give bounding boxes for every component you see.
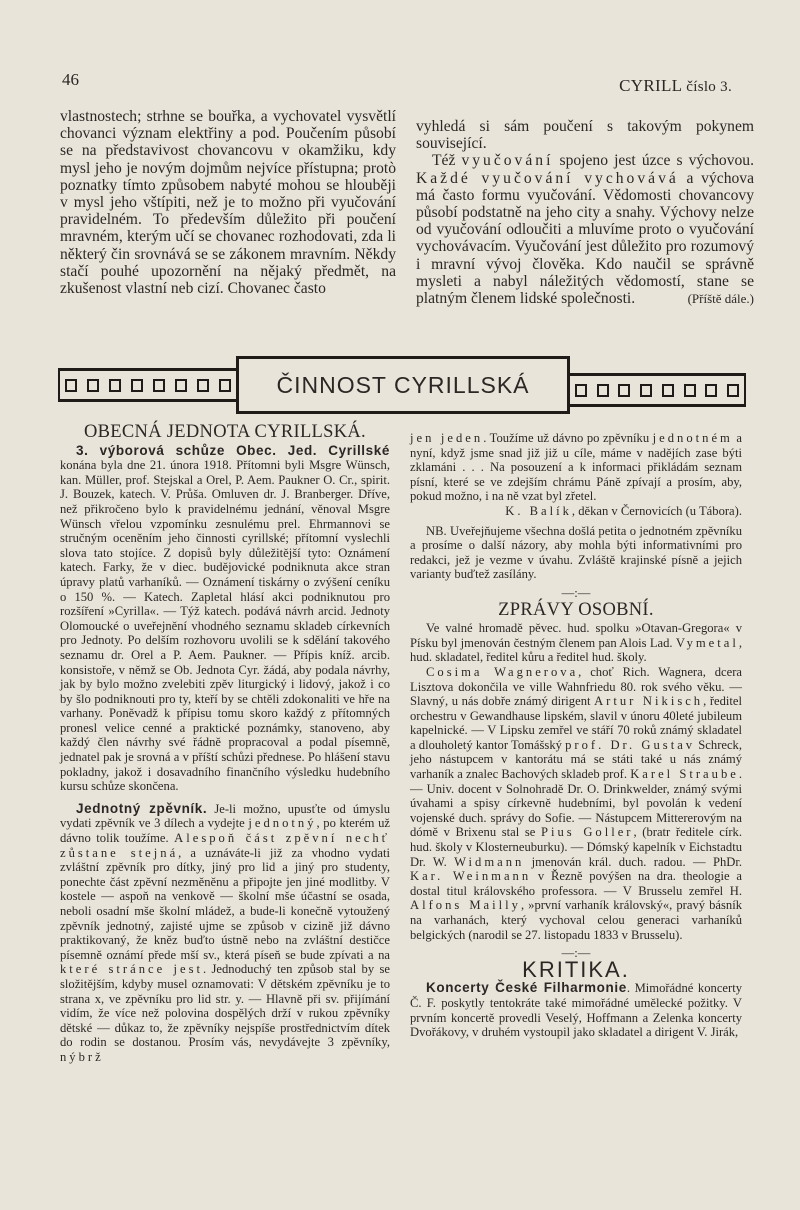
obecna-jednota-heading: OBECNÁ JEDNOTA CYRILLSKÁ. [84,422,366,442]
intro-left-column [60,108,396,297]
ornament-square-icon [705,384,717,397]
right-column [410,431,742,1040]
news-paragraph: Cosima Wagnerova, choť Rich. Wagnera, dcera Lisztova dokončila ve ville Wahnfriedu 80. rok svého věku. — Slavný, u nás dobře známý dirigent Artur Nikisch, ředitel orchestru v Gewandhause lipském, slavil v únoru 40leté jubileum kapelnické. — V Lipsku zemřel ve stáří 70 roků známý skladatel a dlouholetý kantor Tomášský prof. Dr. Gustav Schreck, jeho nástupcem v kantorátu má se státi také u nás známý varhaník a znalec Bachových skladeb prof. Karel Straube. — Univ. docent v Solnohradě Dr. O. Drinkwelder, známý svými úvahami a spisy církevně hudebními, byl povolán k vedení vojenské duch. správy do Sofie. — Nástupcem Mittererovým na dómě v Brixenu stal se Pius Goller, (bratr ředitele círk. hud. školy v Klosterneuburku). — Dómský kapelník v Eichstadtu Dr. W. Widmann jmenován král. duch. radou. — PhDr. Kar. Weinmann v Řezně povýšen na dra. theologie a dostal titul královského professora. — V Brusselu zemřel H. Alfons Mailly, »první varhaník královský«, pravý básník na varhanách, který vychoval celou generaci varhaníků belgických (narodil se 27. listopadu 1833 v Brusselu). [410,664,743,942]
ornament-square-icon [131,379,143,392]
section-divider: —:— [561,946,591,961]
ornament-square-icon [175,379,187,392]
kritika-heading: KRITIKA. [522,956,630,982]
intro-paragraph: vlastnostech; strhne se bouřka, a vychovatel vysvětlí chovanci význam elektřiny a pod. Poučením působí se na představivost chovancovu v okamžiku, kdy mysl jeho je novým dojmům nejvíce přístupna; protò poznatky tímto způsobem nabyté mohou se hlouběji v mysl jeho vštípiti, než je to možno při vyučování pravidelném. To především důležito při poučení mravném, kterým učí se chovanec rozhodovati, zda li některý čin srovnává se se zákonem mravním. Někdy stačí pouhé upozornění na nějaký předmět, na zkušenost vlastní neb cizí. Chovanec často [60,108,396,298]
section-divider: —:— [561,585,591,600]
article-signature: K. Balík, děkan v Černovicích (u Tábora). [505,503,742,518]
ornament-square-icon [109,379,121,392]
editor-note: NB. Uveřejňujeme všechna došlá petita o jednotném zpěvníku a prosíme o další názory, aby mohla býti informativními pro redakci, jež je vezme v úvahu. Zvláště krajinské písně a jejich varianty buďtež zasílány. [410,523,742,582]
ornament-square-icon [597,384,609,397]
running-header [619,76,732,96]
ornament-square-icon [640,384,652,397]
ornament-square-icon [662,384,674,397]
obecna-jednota-column [60,422,391,1065]
issue-number: číslo 3. [686,79,732,95]
ornament-square-icon [219,379,231,392]
page-number: 46 [62,70,79,89]
ornament-square-icon [197,379,209,392]
ornament-square-icon [87,379,99,392]
zpevnik-article-continued: jen jeden. Toužíme už dávno po zpěvníku jednotném a nyní, když jsme snad již již u cíle, máme v nadějích zase býti zklamáni . . . Na posouzení a k informaci přikládám seznam písní, které se ve zdejším chrámu Páně zpívají a prosím, aby, pokud možno, i na ně vzat byl zřetel. [410,431,742,504]
ornament-square-icon [575,384,587,397]
ornament-square-icon [684,384,696,397]
news-paragraph: Ve valné hromadě pěvec. hud. spolku »Otavan-Gregora« v Písku byl jmenován čestným členem pan Alois Lad. Vymetal, hud. skladatel, ředitel kůru a ředitel hud. školy. [410,621,742,665]
ornament-strip-right [568,373,746,407]
meeting-report: 3. výborová schůze Obec. Jed. Cyrillské konána byla dne 21. února 1918. Přítomni byli Msgre Wünsch, kan. Müller, prof. Stejskal a Orel, P. Aem. Paukner O. Cr., spirit. J. Bouzek, katech. V. Průša. Omluven dr. J. Branberger. Dříve, než přikročeno bylo k pravidelnému jednání, věnoval Msgre Wünsch vřelou vzpomínku zesnulému prel. Ehrmannovi se stručným oceněním jeho činnosti cyrillské; přítomní vyslechli slova tato stojíce. Z dopisů byly důležitější tyto: Oznámení katech. Farky, že v diec. budějovické podniknuta akce stran úpravy platů varhaníků. — Oznámení tiskárny o zvýšení ceníku o 150 %. — Katech. Zapletal hlásí akci podniknutou pro rozšíření »Cyrilla«. — Týž katech. podává návrh arcid. Jednoty Olomoucké o uveřejnění vhodného seznamu skladeb církevních pro Jednoty. Po delším rozhovoru uvolili se k sdělání takového seznamu dr. Orel a P. Aem. Paukner. — Přípis kníž. arcib. konsistoře, v němž se Ob. Jednota Cyr. žádá, aby podala návrhy, jak by bylo možno zvelebiti zpěv liturgický i lidový, jakož i co by šlo podniknouti pro ty, kteří by se chtěli zdokonaliti ve hře na varhany. Poněvadž k přípisu tomu skoro každý z přítomných pronesl velice cenné a praktické poznámky, stanoveno, aby každý člen návrhy své řádně propracoval a podal písemně, jednatel pak je srovná a v příští schůzi přednese. Po hlášení stavu pokladny, jakož i dosavadního finančního výsledku hudebního kursu schůze skončena. [60,442,390,794]
ornament-square-icon [727,384,739,397]
review-paragraph: Koncerty České Filharmonie. Mimořádné koncerty Č. F. poskytly tentokráte také mimořádné umělecké požitky. V prvním koncertě provedli Veselý, Hoffmann a Zelenka koncerty Dvořákovy, v druhém vystoupil jako skladatel a dirigent V. Jirák, [410,980,742,1040]
ornament-square-icon [65,379,77,392]
section-title: ČINNOST CYRILLSKÁ [236,356,570,414]
section-banner [58,356,746,414]
ornament-square-icon [153,379,165,392]
journal-title: CYRILL [619,76,682,95]
intro-right-column [416,118,754,307]
ornament-square-icon [618,384,630,397]
zpevnik-article: Jednotný zpěvník. Je-li možno, upusťte od úmyslu vydati zpěvník ve 3 dílech a vydejte jednotný, po kterém už dávno tolik toužíme. Alespoň část zpěvní nechť zůstane stejná, a uznáváte-li již za vhodno vydati zvláštní zpěvník pro dítky, jiný pro lid a jiný pro studenty, ponechte část zpěvní nezměněnu a připojte jen jiné modlitby. V kostele — aspoň na venkově — školní mše účastní se osada, neboli osadní mše školní mládež, a bude-li konečně vytoužený zpěvník jednotný, zajisté ujme se způsob v cizině již dávno praktikovaný, že kněz buďto ústně nebo na zvláštní destičce písemně oznámí přede mší sv., která píseň se bude zpívati a na které stránce jest. Jednoduchý ten způsob stal by se složitějším, kdyby musel oznamovati: V dětském zpěvníku je to strana x, ve zpěvníku pro lid str. y. — Hlavně při sv. přijímání vidím, že více než polovina dospělých drží v rukou zpěvníky dětské — důkaz to, že zpěvníky nejspíše prostřednictvím dítek do rodin se dostanou. Prosím vás, nevydávejte 3 zpěvníky, nýbrž [60,800,391,1064]
intro-paragraph: vyhledá si sám poučení s takovým pokynem související. [416,118,754,153]
continued-note: (Příště dále.) [687,291,754,307]
intro-paragraph: Též vyučování spojeno jest úzce s výchovou. Každé vyučování vychovává a výchova má často formu vyučování. Vědomosti chovancovy působí podstatně na jeho city a snahy. Výchovy nelze od vyučování odloučiti a mluvíme proto o vyučování vychovávacím. Vyučování jest důležito pro rozumový i mravní vývoj člověka. Kdo naučil se správně mysleti a nabyl náležitých vědomostí, stane se platným členem lidské společnosti. (Příště dále.) [416,152,755,308]
ornament-strip-left [58,368,238,402]
zpravy-osobni-heading: ZPRÁVY OSOBNÍ. [498,599,654,620]
